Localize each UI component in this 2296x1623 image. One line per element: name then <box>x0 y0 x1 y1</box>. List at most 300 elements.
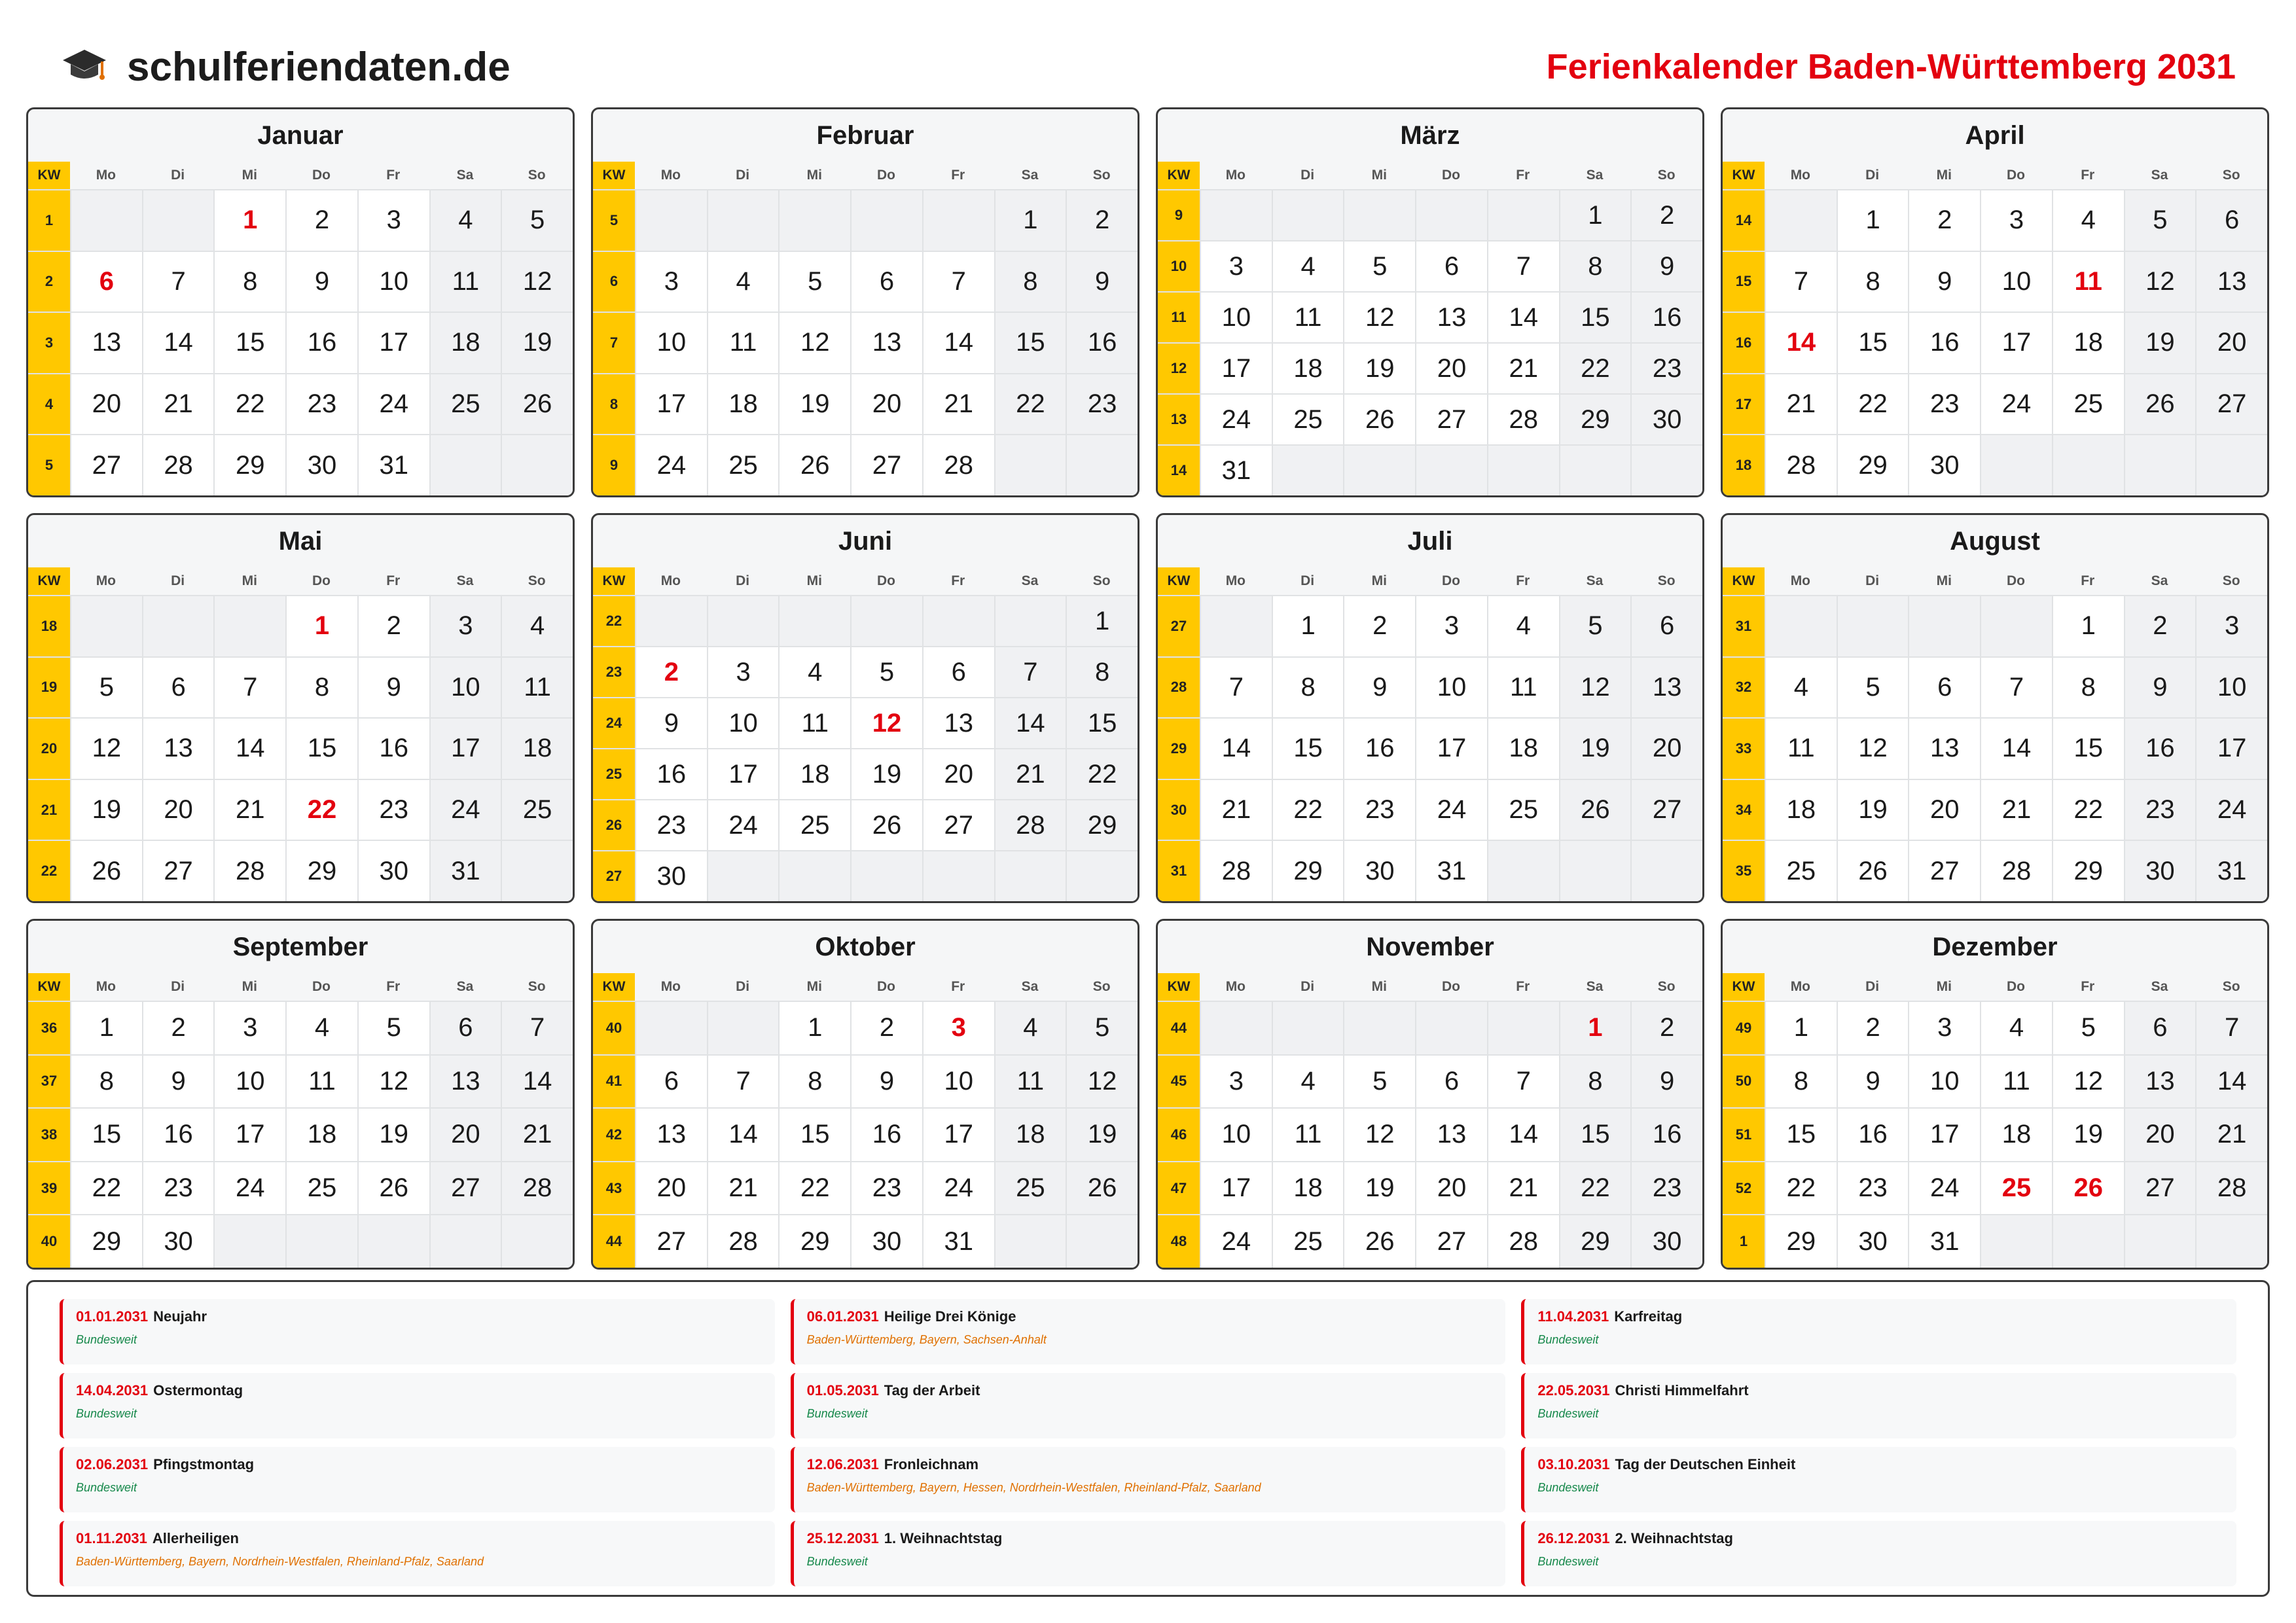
day-cell[interactable]: 9 <box>1630 241 1702 291</box>
day-cell[interactable]: 11 <box>1487 658 1559 718</box>
day-cell[interactable]: 18 <box>2052 313 2124 373</box>
day-cell[interactable]: 28 <box>1487 395 1559 444</box>
day-cell[interactable]: 12 <box>2052 1056 2124 1108</box>
day-cell[interactable]: 27 <box>922 800 994 850</box>
day-cell[interactable]: 26 <box>1066 1162 1138 1215</box>
day-cell[interactable]: 30 <box>1630 1215 1702 1268</box>
day-cell[interactable]: 14 <box>1487 1109 1559 1161</box>
day-cell[interactable]: 28 <box>707 1215 779 1268</box>
day-cell[interactable]: 25 <box>2052 374 2124 435</box>
day-cell[interactable]: 31 <box>2195 841 2267 901</box>
day-cell[interactable]: 6 <box>142 658 214 718</box>
day-cell[interactable]: 4 <box>1980 1002 2052 1054</box>
day-cell[interactable]: 3 <box>707 647 779 697</box>
day-cell[interactable]: 28 <box>1980 841 2052 901</box>
day-cell[interactable]: 6 <box>1415 1056 1487 1108</box>
day-cell[interactable]: 17 <box>922 1109 994 1161</box>
day-cell[interactable]: 14 <box>501 1056 573 1108</box>
day-cell[interactable]: 26 <box>501 374 573 435</box>
day-cell[interactable]: 6 <box>2195 190 2267 251</box>
day-cell[interactable]: 13 <box>922 698 994 748</box>
day-cell[interactable]: 21 <box>922 374 994 435</box>
day-cell[interactable]: 3 <box>2195 596 2267 656</box>
day-cell[interactable]: 21 <box>213 780 285 840</box>
day-cell[interactable]: 11 <box>1272 293 1344 342</box>
day-cell[interactable]: 8 <box>1272 658 1344 718</box>
day-cell[interactable]: 30 <box>142 1215 214 1268</box>
day-cell[interactable]: 5 <box>1066 1002 1138 1054</box>
day-cell[interactable]: 2 <box>142 1002 214 1054</box>
day-cell[interactable]: 21 <box>1487 1162 1559 1215</box>
day-cell[interactable]: 17 <box>1200 1162 1272 1215</box>
day-cell[interactable]: 5 <box>850 647 922 697</box>
day-cell[interactable]: 23 <box>1066 374 1138 435</box>
day-cell[interactable]: 29 <box>778 1215 850 1268</box>
day-cell[interactable]: 26 <box>778 435 850 495</box>
day-cell[interactable]: 6 <box>1415 241 1487 291</box>
day-cell[interactable]: 26 <box>357 1162 429 1215</box>
day-cell[interactable]: 18 <box>1980 1109 2052 1161</box>
day-cell[interactable]: 15 <box>70 1109 142 1161</box>
day-cell[interactable]: 9 <box>142 1056 214 1108</box>
day-cell[interactable]: 16 <box>357 719 429 779</box>
day-cell[interactable]: 13 <box>635 1109 707 1161</box>
day-cell[interactable]: 30 <box>1343 841 1415 901</box>
day-cell[interactable]: 20 <box>922 749 994 799</box>
day-cell[interactable]: 19 <box>501 313 573 373</box>
day-cell[interactable]: 3 <box>1980 190 2052 251</box>
day-cell[interactable]: 15 <box>994 313 1066 373</box>
day-cell[interactable]: 29 <box>1559 1215 1631 1268</box>
day-cell[interactable]: 3 <box>429 596 501 656</box>
day-cell[interactable]: 9 <box>285 252 357 312</box>
day-cell[interactable]: 18 <box>1272 1162 1344 1215</box>
day-cell[interactable]: 5 <box>70 658 142 718</box>
day-cell[interactable]: 28 <box>994 800 1066 850</box>
day-cell[interactable]: 15 <box>285 719 357 779</box>
day-cell[interactable]: 25 <box>1765 841 1837 901</box>
day-cell[interactable]: 23 <box>142 1162 214 1215</box>
day-cell[interactable]: 14 <box>707 1109 779 1161</box>
day-cell[interactable]: 24 <box>707 800 779 850</box>
day-cell[interactable]: 6 <box>2124 1002 2196 1054</box>
day-cell[interactable]: 12 <box>1343 1109 1415 1161</box>
day-cell[interactable]: 14 <box>1200 719 1272 779</box>
day-cell[interactable]: 8 <box>213 252 285 312</box>
day-cell[interactable]: 1 <box>2052 596 2124 656</box>
day-cell[interactable]: 27 <box>142 841 214 901</box>
day-cell[interactable]: 20 <box>70 374 142 435</box>
day-cell[interactable]: 18 <box>1765 780 1837 840</box>
day-cell[interactable]: 9 <box>1908 252 1980 312</box>
day-cell[interactable]: 16 <box>1837 1109 1909 1161</box>
day-cell[interactable]: 12 <box>1066 1056 1138 1108</box>
day-cell[interactable]: 10 <box>1980 252 2052 312</box>
day-cell[interactable]: 8 <box>1559 1056 1631 1108</box>
day-cell[interactable]: 9 <box>1837 1056 1909 1108</box>
day-cell[interactable]: 14 <box>2195 1056 2267 1108</box>
day-cell[interactable]: 23 <box>357 780 429 840</box>
day-cell[interactable]: 12 <box>1559 658 1631 718</box>
day-cell[interactable]: 3 <box>213 1002 285 1054</box>
day-cell[interactable]: 11 <box>1272 1109 1344 1161</box>
day-cell[interactable]: 10 <box>1200 293 1272 342</box>
day-cell[interactable]: 30 <box>1837 1215 1909 1268</box>
day-cell[interactable]: 22 <box>1066 749 1138 799</box>
day-cell[interactable]: 2 <box>2124 596 2196 656</box>
day-cell[interactable]: 22 <box>1837 374 1909 435</box>
day-cell[interactable]: 10 <box>1415 658 1487 718</box>
day-cell[interactable]: 22 <box>213 374 285 435</box>
day-cell[interactable]: 3 <box>357 190 429 251</box>
day-cell[interactable]: 13 <box>850 313 922 373</box>
day-cell[interactable]: 9 <box>850 1056 922 1108</box>
day-cell[interactable]: 7 <box>922 252 994 312</box>
day-cell[interactable]: 10 <box>1908 1056 1980 1108</box>
day-cell[interactable]: 25 <box>1272 1215 1344 1268</box>
day-cell[interactable]: 8 <box>1066 647 1138 697</box>
day-cell[interactable]: 25 <box>429 374 501 435</box>
day-cell[interactable]: 27 <box>1415 395 1487 444</box>
day-cell[interactable]: 16 <box>1630 293 1702 342</box>
day-cell[interactable]: 10 <box>922 1056 994 1108</box>
day-cell[interactable]: 21 <box>1487 344 1559 393</box>
day-cell[interactable]: 20 <box>2124 1109 2196 1161</box>
day-cell[interactable]: 2 <box>1837 1002 1909 1054</box>
day-cell[interactable]: 9 <box>2124 658 2196 718</box>
day-cell[interactable]: 16 <box>2124 719 2196 779</box>
holiday-day-cell[interactable]: 2 <box>635 647 707 697</box>
day-cell[interactable]: 20 <box>1630 719 1702 779</box>
day-cell[interactable]: 29 <box>1066 800 1138 850</box>
day-cell[interactable]: 4 <box>778 647 850 697</box>
day-cell[interactable]: 27 <box>850 435 922 495</box>
day-cell[interactable]: 2 <box>1630 190 1702 240</box>
day-cell[interactable]: 27 <box>429 1162 501 1215</box>
day-cell[interactable]: 24 <box>1200 395 1272 444</box>
day-cell[interactable]: 28 <box>2195 1162 2267 1215</box>
day-cell[interactable]: 22 <box>1559 1162 1631 1215</box>
day-cell[interactable]: 19 <box>70 780 142 840</box>
day-cell[interactable]: 16 <box>1343 719 1415 779</box>
day-cell[interactable]: 20 <box>2195 313 2267 373</box>
day-cell[interactable]: 7 <box>501 1002 573 1054</box>
day-cell[interactable]: 23 <box>1837 1162 1909 1215</box>
day-cell[interactable]: 17 <box>1415 719 1487 779</box>
day-cell[interactable]: 27 <box>1630 780 1702 840</box>
day-cell[interactable]: 24 <box>1200 1215 1272 1268</box>
day-cell[interactable]: 29 <box>2052 841 2124 901</box>
day-cell[interactable]: 26 <box>1343 395 1415 444</box>
day-cell[interactable]: 27 <box>1908 841 1980 901</box>
day-cell[interactable]: 10 <box>635 313 707 373</box>
day-cell[interactable]: 12 <box>2124 252 2196 312</box>
day-cell[interactable]: 6 <box>635 1056 707 1108</box>
day-cell[interactable]: 16 <box>635 749 707 799</box>
day-cell[interactable]: 27 <box>1415 1215 1487 1268</box>
day-cell[interactable]: 4 <box>285 1002 357 1054</box>
day-cell[interactable]: 8 <box>1837 252 1909 312</box>
day-cell[interactable]: 25 <box>1272 395 1344 444</box>
day-cell[interactable]: 29 <box>70 1215 142 1268</box>
day-cell[interactable]: 29 <box>1765 1215 1837 1268</box>
day-cell[interactable]: 30 <box>635 851 707 901</box>
day-cell[interactable]: 19 <box>2124 313 2196 373</box>
day-cell[interactable]: 11 <box>285 1056 357 1108</box>
day-cell[interactable]: 3 <box>1200 1056 1272 1108</box>
day-cell[interactable]: 7 <box>1980 658 2052 718</box>
day-cell[interactable]: 20 <box>1415 344 1487 393</box>
day-cell[interactable]: 23 <box>1908 374 1980 435</box>
day-cell[interactable]: 7 <box>1487 1056 1559 1108</box>
day-cell[interactable]: 24 <box>1908 1162 1980 1215</box>
day-cell[interactable]: 17 <box>1908 1109 1980 1161</box>
day-cell[interactable]: 2 <box>850 1002 922 1054</box>
day-cell[interactable]: 30 <box>2124 841 2196 901</box>
day-cell[interactable]: 24 <box>2195 780 2267 840</box>
day-cell[interactable]: 9 <box>1343 658 1415 718</box>
day-cell[interactable]: 31 <box>922 1215 994 1268</box>
day-cell[interactable]: 10 <box>707 698 779 748</box>
day-cell[interactable]: 23 <box>2124 780 2196 840</box>
day-cell[interactable]: 29 <box>1559 395 1631 444</box>
day-cell[interactable]: 28 <box>501 1162 573 1215</box>
day-cell[interactable]: 3 <box>635 252 707 312</box>
day-cell[interactable]: 8 <box>778 1056 850 1108</box>
day-cell[interactable]: 15 <box>1559 1109 1631 1161</box>
day-cell[interactable]: 7 <box>1487 241 1559 291</box>
day-cell[interactable]: 15 <box>2052 719 2124 779</box>
day-cell[interactable]: 4 <box>501 596 573 656</box>
day-cell[interactable]: 31 <box>1415 841 1487 901</box>
day-cell[interactable]: 9 <box>1066 252 1138 312</box>
day-cell[interactable]: 26 <box>850 800 922 850</box>
day-cell[interactable]: 22 <box>994 374 1066 435</box>
day-cell[interactable]: 29 <box>1837 435 1909 495</box>
day-cell[interactable]: 17 <box>707 749 779 799</box>
day-cell[interactable]: 7 <box>994 647 1066 697</box>
day-cell[interactable]: 19 <box>357 1109 429 1161</box>
day-cell[interactable]: 13 <box>1908 719 1980 779</box>
day-cell[interactable]: 8 <box>70 1056 142 1108</box>
site-brand[interactable] <box>62 41 511 93</box>
day-cell[interactable]: 22 <box>1559 344 1631 393</box>
day-cell[interactable]: 2 <box>1343 596 1415 656</box>
day-cell[interactable]: 20 <box>850 374 922 435</box>
day-cell[interactable]: 21 <box>1980 780 2052 840</box>
day-cell[interactable]: 21 <box>2195 1109 2267 1161</box>
day-cell[interactable]: 23 <box>635 800 707 850</box>
day-cell[interactable]: 11 <box>778 698 850 748</box>
day-cell[interactable]: 25 <box>1487 780 1559 840</box>
day-cell[interactable]: 14 <box>1980 719 2052 779</box>
day-cell[interactable]: 12 <box>357 1056 429 1108</box>
day-cell[interactable]: 24 <box>1415 780 1487 840</box>
day-cell[interactable]: 11 <box>1765 719 1837 779</box>
day-cell[interactable]: 27 <box>2124 1162 2196 1215</box>
day-cell[interactable]: 10 <box>2195 658 2267 718</box>
day-cell[interactable]: 3 <box>1200 241 1272 291</box>
day-cell[interactable]: 28 <box>1765 435 1837 495</box>
day-cell[interactable]: 1 <box>1765 1002 1837 1054</box>
day-cell[interactable]: 8 <box>285 658 357 718</box>
day-cell[interactable]: 4 <box>1765 658 1837 718</box>
holiday-day-cell[interactable]: 25 <box>1980 1162 2052 1215</box>
day-cell[interactable]: 15 <box>1272 719 1344 779</box>
day-cell[interactable]: 15 <box>1066 698 1138 748</box>
day-cell[interactable]: 25 <box>501 780 573 840</box>
day-cell[interactable]: 24 <box>635 435 707 495</box>
day-cell[interactable]: 30 <box>1630 395 1702 444</box>
day-cell[interactable]: 4 <box>994 1002 1066 1054</box>
day-cell[interactable]: 20 <box>1908 780 1980 840</box>
day-cell[interactable]: 13 <box>70 313 142 373</box>
day-cell[interactable]: 13 <box>2124 1056 2196 1108</box>
day-cell[interactable]: 12 <box>1343 293 1415 342</box>
day-cell[interactable]: 29 <box>1272 841 1344 901</box>
holiday-day-cell[interactable]: 6 <box>70 252 142 312</box>
day-cell[interactable]: 13 <box>1630 658 1702 718</box>
day-cell[interactable]: 18 <box>501 719 573 779</box>
day-cell[interactable]: 23 <box>1630 344 1702 393</box>
day-cell[interactable]: 13 <box>1415 293 1487 342</box>
day-cell[interactable]: 1 <box>778 1002 850 1054</box>
day-cell[interactable]: 22 <box>1765 1162 1837 1215</box>
day-cell[interactable]: 28 <box>1200 841 1272 901</box>
day-cell[interactable]: 18 <box>285 1109 357 1161</box>
day-cell[interactable]: 23 <box>850 1162 922 1215</box>
day-cell[interactable]: 27 <box>635 1215 707 1268</box>
day-cell[interactable]: 17 <box>1980 313 2052 373</box>
day-cell[interactable]: 18 <box>778 749 850 799</box>
day-cell[interactable]: 22 <box>70 1162 142 1215</box>
day-cell[interactable]: 31 <box>1200 446 1272 495</box>
day-cell[interactable]: 19 <box>778 374 850 435</box>
day-cell[interactable]: 7 <box>213 658 285 718</box>
day-cell[interactable]: 16 <box>285 313 357 373</box>
day-cell[interactable]: 25 <box>778 800 850 850</box>
day-cell[interactable]: 6 <box>922 647 994 697</box>
holiday-day-cell[interactable]: 12 <box>850 698 922 748</box>
day-cell[interactable]: 7 <box>142 252 214 312</box>
day-cell[interactable]: 30 <box>285 435 357 495</box>
day-cell[interactable]: 17 <box>213 1109 285 1161</box>
holiday-day-cell[interactable]: 3 <box>922 1002 994 1054</box>
day-cell[interactable]: 7 <box>2195 1002 2267 1054</box>
day-cell[interactable]: 1 <box>1559 190 1631 240</box>
day-cell[interactable]: 5 <box>357 1002 429 1054</box>
day-cell[interactable]: 30 <box>1908 435 1980 495</box>
day-cell[interactable]: 25 <box>707 435 779 495</box>
day-cell[interactable]: 5 <box>1559 596 1631 656</box>
day-cell[interactable]: 6 <box>850 252 922 312</box>
holiday-day-cell[interactable]: 26 <box>2052 1162 2124 1215</box>
day-cell[interactable]: 9 <box>1630 1056 1702 1108</box>
day-cell[interactable]: 22 <box>2052 780 2124 840</box>
holiday-day-cell[interactable]: 1 <box>285 596 357 656</box>
day-cell[interactable]: 21 <box>994 749 1066 799</box>
day-cell[interactable]: 17 <box>635 374 707 435</box>
day-cell[interactable]: 5 <box>1343 1056 1415 1108</box>
day-cell[interactable]: 31 <box>429 841 501 901</box>
day-cell[interactable]: 19 <box>2052 1109 2124 1161</box>
day-cell[interactable]: 25 <box>285 1162 357 1215</box>
day-cell[interactable]: 19 <box>1343 1162 1415 1215</box>
day-cell[interactable]: 18 <box>1487 719 1559 779</box>
day-cell[interactable]: 3 <box>1415 596 1487 656</box>
day-cell[interactable]: 22 <box>1272 780 1344 840</box>
day-cell[interactable]: 14 <box>922 313 994 373</box>
day-cell[interactable]: 1 <box>1066 596 1138 646</box>
day-cell[interactable]: 10 <box>213 1056 285 1108</box>
day-cell[interactable]: 24 <box>357 374 429 435</box>
day-cell[interactable]: 5 <box>501 190 573 251</box>
day-cell[interactable]: 30 <box>357 841 429 901</box>
day-cell[interactable]: 1 <box>994 190 1066 251</box>
day-cell[interactable]: 29 <box>213 435 285 495</box>
day-cell[interactable]: 2 <box>1908 190 1980 251</box>
day-cell[interactable]: 21 <box>142 374 214 435</box>
day-cell[interactable]: 12 <box>70 719 142 779</box>
day-cell[interactable]: 13 <box>1415 1109 1487 1161</box>
day-cell[interactable]: 16 <box>1630 1109 1702 1161</box>
day-cell[interactable]: 21 <box>1200 780 1272 840</box>
day-cell[interactable]: 2 <box>1066 190 1138 251</box>
day-cell[interactable]: 17 <box>1200 344 1272 393</box>
day-cell[interactable]: 7 <box>1200 658 1272 718</box>
day-cell[interactable]: 24 <box>429 780 501 840</box>
day-cell[interactable]: 1 <box>70 1002 142 1054</box>
day-cell[interactable]: 13 <box>142 719 214 779</box>
day-cell[interactable]: 18 <box>994 1109 1066 1161</box>
day-cell[interactable]: 18 <box>707 374 779 435</box>
day-cell[interactable]: 21 <box>1765 374 1837 435</box>
holiday-day-cell[interactable]: 14 <box>1765 313 1837 373</box>
day-cell[interactable]: 25 <box>994 1162 1066 1215</box>
day-cell[interactable]: 6 <box>429 1002 501 1054</box>
holiday-day-cell[interactable]: 1 <box>213 190 285 251</box>
day-cell[interactable]: 17 <box>2195 719 2267 779</box>
day-cell[interactable]: 28 <box>142 435 214 495</box>
day-cell[interactable]: 20 <box>635 1162 707 1215</box>
day-cell[interactable]: 26 <box>2124 374 2196 435</box>
holiday-day-cell[interactable]: 1 <box>1559 1002 1631 1054</box>
day-cell[interactable]: 27 <box>70 435 142 495</box>
day-cell[interactable]: 15 <box>1837 313 1909 373</box>
day-cell[interactable]: 26 <box>1837 841 1909 901</box>
day-cell[interactable]: 29 <box>285 841 357 901</box>
day-cell[interactable]: 8 <box>2052 658 2124 718</box>
day-cell[interactable]: 7 <box>1765 252 1837 312</box>
day-cell[interactable]: 10 <box>429 658 501 718</box>
day-cell[interactable]: 28 <box>213 841 285 901</box>
day-cell[interactable]: 9 <box>357 658 429 718</box>
day-cell[interactable]: 8 <box>994 252 1066 312</box>
day-cell[interactable]: 4 <box>1272 1056 1344 1108</box>
day-cell[interactable]: 4 <box>1487 596 1559 656</box>
day-cell[interactable]: 30 <box>850 1215 922 1268</box>
day-cell[interactable]: 3 <box>1908 1002 1980 1054</box>
day-cell[interactable]: 24 <box>213 1162 285 1215</box>
day-cell[interactable]: 10 <box>357 252 429 312</box>
holiday-day-cell[interactable]: 11 <box>2052 252 2124 312</box>
day-cell[interactable]: 5 <box>2052 1002 2124 1054</box>
day-cell[interactable]: 31 <box>1908 1215 1980 1268</box>
day-cell[interactable]: 26 <box>70 841 142 901</box>
day-cell[interactable]: 28 <box>1487 1215 1559 1268</box>
day-cell[interactable]: 12 <box>501 252 573 312</box>
day-cell[interactable]: 31 <box>357 435 429 495</box>
